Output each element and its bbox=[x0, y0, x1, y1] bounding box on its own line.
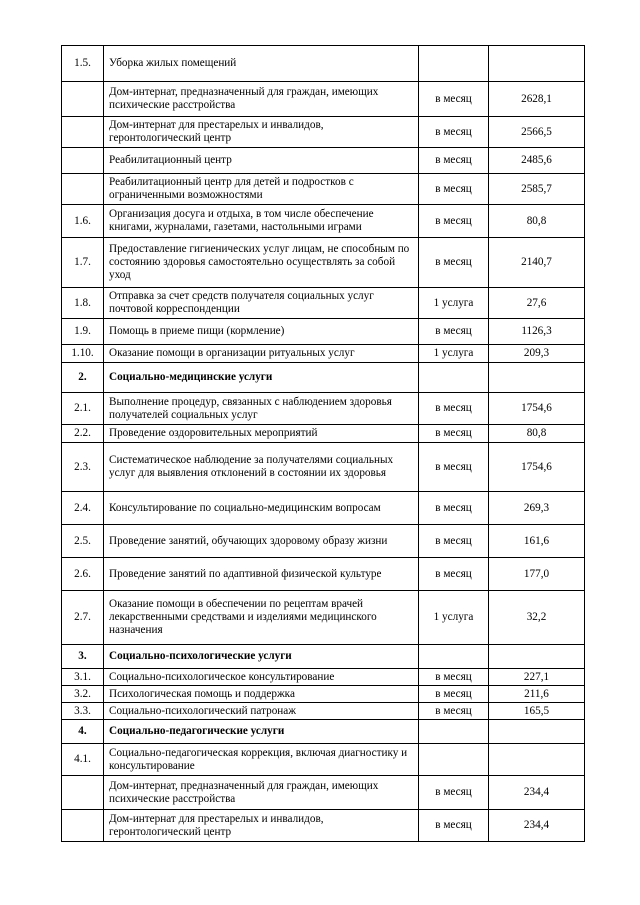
price-cell: 80,8 bbox=[489, 205, 585, 238]
price-cell: 177,0 bbox=[489, 558, 585, 591]
price-cell: 32,2 bbox=[489, 591, 585, 645]
unit-cell bbox=[419, 744, 489, 776]
row-number-cell: 3. bbox=[62, 645, 104, 669]
row-number-cell: 2.4. bbox=[62, 492, 104, 525]
price-cell bbox=[489, 720, 585, 744]
unit-cell: в месяц bbox=[419, 525, 489, 558]
table-row bbox=[62, 117, 585, 148]
table-row bbox=[62, 425, 585, 443]
row-number-cell: 1.8. bbox=[62, 288, 104, 319]
table-row bbox=[62, 525, 585, 558]
service-name-cell: Дом-интернат для престарелых и инвалидов, геронтологический центр bbox=[104, 810, 419, 842]
price-cell: 269,3 bbox=[489, 492, 585, 525]
row-number-cell: 3.2. bbox=[62, 686, 104, 703]
price-cell: 165,5 bbox=[489, 703, 585, 720]
price-cell: 2628,1 bbox=[489, 82, 585, 117]
table-row bbox=[62, 205, 585, 238]
table-row bbox=[62, 345, 585, 363]
unit-cell: в месяц bbox=[419, 205, 489, 238]
unit-cell: 1 услуга bbox=[419, 288, 489, 319]
service-name-cell: Социально-педагогическая коррекция, включая диагностику и консультирование bbox=[104, 744, 419, 776]
table-row bbox=[62, 393, 585, 425]
row-number-cell: 3.1. bbox=[62, 669, 104, 686]
row-number-cell bbox=[62, 117, 104, 148]
unit-cell: в месяц bbox=[419, 703, 489, 720]
unit-cell: в месяц bbox=[419, 776, 489, 810]
service-name-cell: Социально-педагогические услуги bbox=[104, 720, 419, 744]
service-name-cell: Проведение оздоровительных мероприятий bbox=[104, 425, 419, 443]
row-number-cell: 2.5. bbox=[62, 525, 104, 558]
row-number-cell: 2.1. bbox=[62, 393, 104, 425]
table-row bbox=[62, 669, 585, 686]
row-number-cell: 1.10. bbox=[62, 345, 104, 363]
unit-cell: в месяц bbox=[419, 393, 489, 425]
service-name-cell: Дом-интернат, предназначенный для граждан, имеющих психические расстройства bbox=[104, 82, 419, 117]
price-cell: 227,1 bbox=[489, 669, 585, 686]
services-price-table bbox=[61, 45, 585, 842]
table-row bbox=[62, 174, 585, 205]
price-cell: 211,6 bbox=[489, 686, 585, 703]
table-row bbox=[62, 810, 585, 842]
table-row bbox=[62, 288, 585, 319]
service-name-cell: Реабилитационный центр bbox=[104, 148, 419, 174]
service-name-cell: Социально-психологическое консультирование bbox=[104, 669, 419, 686]
unit-cell bbox=[419, 363, 489, 393]
price-cell: 2485,6 bbox=[489, 148, 585, 174]
row-number-cell: 3.3. bbox=[62, 703, 104, 720]
unit-cell: в месяц bbox=[419, 117, 489, 148]
section-row bbox=[62, 720, 585, 744]
service-name-cell: Реабилитационный центр для детей и подростков с ограниченными возможностями bbox=[104, 174, 419, 205]
service-name-cell: Социально-психологические услуги bbox=[104, 645, 419, 669]
unit-cell bbox=[419, 720, 489, 744]
service-name-cell: Организация досуга и отдыха, в том числе обеспечение книгами, журналами, газетами, настольными играми bbox=[104, 205, 419, 238]
unit-cell: в месяц bbox=[419, 492, 489, 525]
service-name-cell: Дом-интернат для престарелых и инвалидов, геронтологический центр bbox=[104, 117, 419, 148]
price-cell: 2566,5 bbox=[489, 117, 585, 148]
table-row bbox=[62, 776, 585, 810]
unit-cell bbox=[419, 46, 489, 82]
price-cell: 234,4 bbox=[489, 776, 585, 810]
service-name-cell: Отправка за счет средств получателя социальных услуг почтовой корреспонденции bbox=[104, 288, 419, 319]
service-name-cell: Социально-психологический патронаж bbox=[104, 703, 419, 720]
service-name-cell: Уборка жилых помещений bbox=[104, 46, 419, 82]
service-name-cell: Помощь в приеме пищи (кормление) bbox=[104, 319, 419, 345]
unit-cell: в месяц bbox=[419, 669, 489, 686]
service-name-cell: Дом-интернат, предназначенный для граждан, имеющих психические расстройства bbox=[104, 776, 419, 810]
unit-cell: в месяц bbox=[419, 148, 489, 174]
price-cell bbox=[489, 744, 585, 776]
price-cell: 80,8 bbox=[489, 425, 585, 443]
service-name-cell: Проведение занятий по адаптивной физической культуре bbox=[104, 558, 419, 591]
price-cell: 1754,6 bbox=[489, 443, 585, 492]
table-row bbox=[62, 744, 585, 776]
price-cell: 2140,7 bbox=[489, 238, 585, 288]
table-row bbox=[62, 591, 585, 645]
unit-cell: 1 услуга bbox=[419, 591, 489, 645]
table-body bbox=[62, 46, 585, 842]
row-number-cell: 2.7. bbox=[62, 591, 104, 645]
row-number-cell: 2.2. bbox=[62, 425, 104, 443]
price-cell: 27,6 bbox=[489, 288, 585, 319]
unit-cell: в месяц bbox=[419, 558, 489, 591]
table-row bbox=[62, 443, 585, 492]
price-cell: 2585,7 bbox=[489, 174, 585, 205]
service-name-cell: Предоставление гигиенических услуг лицам, не способным по состоянию здоровья самостоятельно осуществлять за собой уход bbox=[104, 238, 419, 288]
table-row bbox=[62, 82, 585, 117]
table-row bbox=[62, 46, 585, 82]
section-row bbox=[62, 645, 585, 669]
unit-cell: в месяц bbox=[419, 425, 489, 443]
row-number-cell: 1.9. bbox=[62, 319, 104, 345]
unit-cell: в месяц bbox=[419, 174, 489, 205]
unit-cell: в месяц bbox=[419, 319, 489, 345]
unit-cell: 1 услуга bbox=[419, 345, 489, 363]
row-number-cell: 1.5. bbox=[62, 46, 104, 82]
unit-cell: в месяц bbox=[419, 686, 489, 703]
price-cell: 161,6 bbox=[489, 525, 585, 558]
unit-cell: в месяц bbox=[419, 810, 489, 842]
row-number-cell bbox=[62, 148, 104, 174]
service-name-cell: Психологическая помощь и поддержка bbox=[104, 686, 419, 703]
row-number-cell: 1.6. bbox=[62, 205, 104, 238]
service-name-cell: Социально-медицинские услуги bbox=[104, 363, 419, 393]
section-row bbox=[62, 363, 585, 393]
price-cell: 1754,6 bbox=[489, 393, 585, 425]
price-cell bbox=[489, 363, 585, 393]
table-row bbox=[62, 558, 585, 591]
row-number-cell bbox=[62, 776, 104, 810]
price-cell: 1126,3 bbox=[489, 319, 585, 345]
price-cell bbox=[489, 46, 585, 82]
table-row bbox=[62, 148, 585, 174]
row-number-cell: 4. bbox=[62, 720, 104, 744]
service-name-cell: Систематическое наблюдение за получателями социальных услуг для выявления отклонений в состоянии их здоровья bbox=[104, 443, 419, 492]
row-number-cell: 2.3. bbox=[62, 443, 104, 492]
service-name-cell: Оказание помощи в организации ритуальных услуг bbox=[104, 345, 419, 363]
unit-cell: в месяц bbox=[419, 82, 489, 117]
row-number-cell: 2.6. bbox=[62, 558, 104, 591]
price-cell: 234,4 bbox=[489, 810, 585, 842]
row-number-cell: 4.1. bbox=[62, 744, 104, 776]
row-number-cell bbox=[62, 810, 104, 842]
table-row bbox=[62, 238, 585, 288]
service-name-cell: Проведение занятий, обучающих здоровому образу жизни bbox=[104, 525, 419, 558]
unit-cell: в месяц bbox=[419, 443, 489, 492]
price-cell: 209,3 bbox=[489, 345, 585, 363]
unit-cell bbox=[419, 645, 489, 669]
unit-cell: в месяц bbox=[419, 238, 489, 288]
service-name-cell: Выполнение процедур, связанных с наблюдением здоровья получателей социальных услуг bbox=[104, 393, 419, 425]
price-cell bbox=[489, 645, 585, 669]
row-number-cell bbox=[62, 174, 104, 205]
service-name-cell: Оказание помощи в обеспечении по рецептам врачей лекарственными средствами и изделиями медицинского назначения bbox=[104, 591, 419, 645]
row-number-cell: 2. bbox=[62, 363, 104, 393]
table-row bbox=[62, 686, 585, 703]
table-row bbox=[62, 319, 585, 345]
row-number-cell: 1.7. bbox=[62, 238, 104, 288]
row-number-cell bbox=[62, 82, 104, 117]
table-row bbox=[62, 492, 585, 525]
service-name-cell: Консультирование по социально-медицинским вопросам bbox=[104, 492, 419, 525]
table-row bbox=[62, 703, 585, 720]
